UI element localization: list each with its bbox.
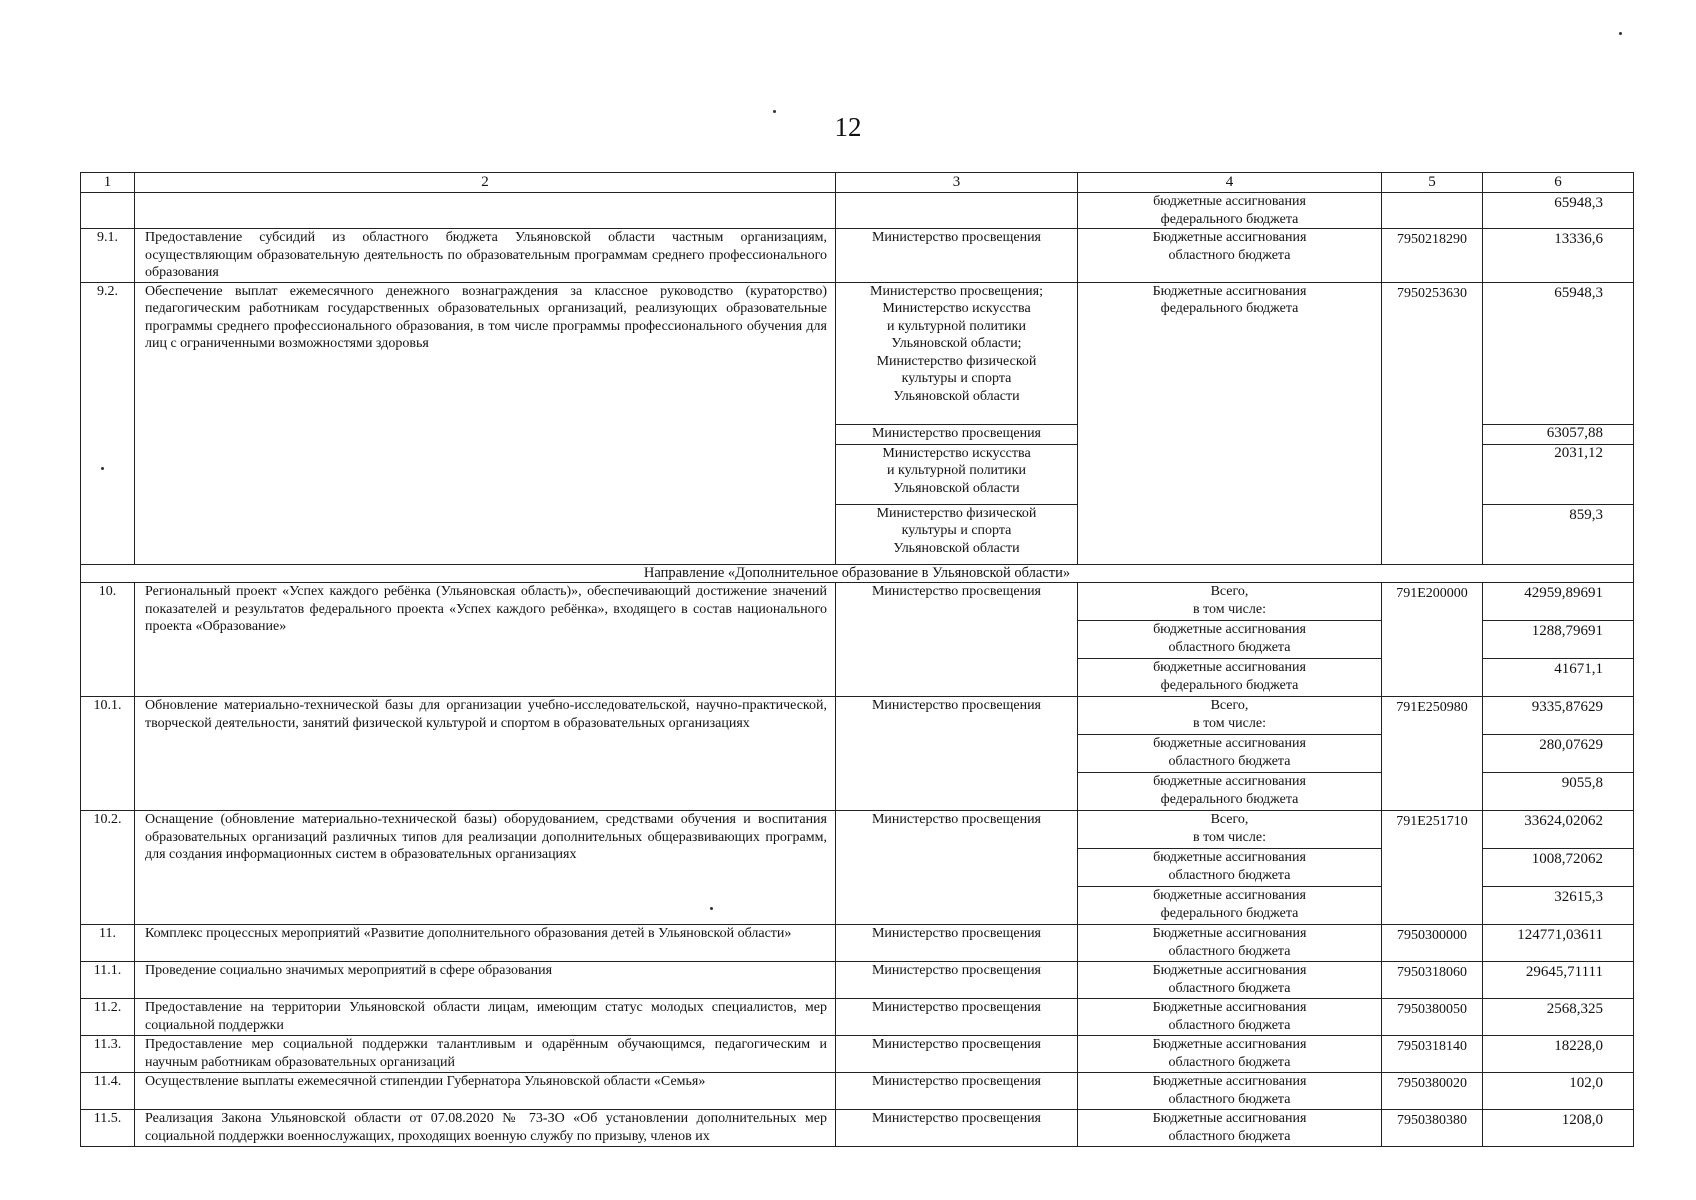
amount: 65948,3 xyxy=(1483,282,1634,424)
amount: 63057,88 xyxy=(1483,424,1634,444)
budget-code: 7950380050 xyxy=(1382,999,1483,1036)
measure-text: Проведение социально значимых мероприятий в сфере образования xyxy=(135,962,836,999)
row-number: 11.3. xyxy=(81,1036,135,1073)
executor: Министерство просвещения xyxy=(836,697,1078,811)
amount: 2568,325 xyxy=(1483,999,1634,1036)
amount: 41671,1 xyxy=(1483,659,1634,697)
column-number-row xyxy=(81,173,1634,193)
table-row xyxy=(81,282,1634,424)
executor: Министерство просвещения xyxy=(836,583,1078,697)
executor: Министерство просвещения xyxy=(836,1073,1078,1110)
col-header-3: 3 xyxy=(836,173,1078,193)
table-row xyxy=(81,811,1634,849)
table-row xyxy=(81,925,1634,962)
table-row xyxy=(81,697,1634,735)
col-header-5: 5 xyxy=(1382,173,1483,193)
budget-code: 7950300000 xyxy=(1382,925,1483,962)
row-number: 10.2. xyxy=(81,811,135,925)
funding-source: Бюджетные ассигнования областного бюджета xyxy=(1078,229,1382,283)
measure-text: Предоставление субсидий из областного бюджета Ульяновской области частным организациям, осуществляющим образовательную деятельность по образовательным программам среднего профессионального образования xyxy=(135,229,836,283)
executor: Министерство просвещения xyxy=(836,1110,1078,1147)
executor: Министерство физической культуры и спорта Ульяновской области xyxy=(836,504,1078,564)
executor: Министерство просвещения xyxy=(836,925,1078,962)
table-row xyxy=(81,1110,1634,1147)
funding-source: Бюджетные ассигнования областного бюджета xyxy=(1078,1110,1382,1147)
funding-source: бюджетные ассигнования федерального бюджета xyxy=(1078,193,1382,229)
row-number: 11.4. xyxy=(81,1073,135,1110)
budget-code: 7950380380 xyxy=(1382,1110,1483,1147)
amount: 102,0 xyxy=(1483,1073,1634,1110)
funding-source: бюджетные ассигнования федерального бюджета xyxy=(1078,659,1382,697)
executor: Министерство искусства и культурной политики Ульяновской области xyxy=(836,444,1078,504)
col-header-4: 4 xyxy=(1078,173,1382,193)
table-row xyxy=(81,1073,1634,1110)
measure-text: Предоставление мер социальной поддержки талантливым и одарённым обучающимся, педагогическим и научным работникам образовательных организаций xyxy=(135,1036,836,1073)
funding-source: Бюджетные ассигнования федерального бюджета xyxy=(1078,282,1382,564)
scan-speck xyxy=(1619,32,1622,35)
funding-source: бюджетные ассигнования областного бюджета xyxy=(1078,621,1382,659)
budget-code: 791E200000 xyxy=(1382,583,1483,697)
row-number: 9.2. xyxy=(81,282,135,564)
budget-code: 791E250980 xyxy=(1382,697,1483,811)
table-row xyxy=(81,1036,1634,1073)
funding-source: Бюджетные ассигнования областного бюджета xyxy=(1078,999,1382,1036)
measure-text: Осуществление выплаты ежемесячной стипендии Губернатора Ульяновской области «Семья» xyxy=(135,1073,836,1110)
executor: Министерство просвещения; Министерство искусства и культурной политики Ульяновской области; Министерство физической культуры и спорта Ульяновской области xyxy=(836,282,1078,424)
measure-text: Комплекс процессных мероприятий «Развитие дополнительного образования детей в Ульяновской области» xyxy=(135,925,836,962)
measure-text: Оснащение (обновление материально-технической базы) оборудованием, средствами обучения и воспитания образовательных организаций различных типов для реализации дополнительных общеразвивающих программ, для создания информационных систем в образовательных организациях xyxy=(135,811,836,925)
budget-code: 791E251710 xyxy=(1382,811,1483,925)
budget-code: 7950218290 xyxy=(1382,229,1483,283)
funding-source: бюджетные ассигнования федерального бюджета xyxy=(1078,773,1382,811)
row-number: 10. xyxy=(81,583,135,697)
funding-source: Бюджетные ассигнования областного бюджета xyxy=(1078,925,1382,962)
page-number: 12 xyxy=(834,112,862,142)
amount: 1208,0 xyxy=(1483,1110,1634,1147)
executor: Министерство просвещения xyxy=(836,424,1078,444)
row-number: 11. xyxy=(81,925,135,962)
row-number: 11.2. xyxy=(81,999,135,1036)
funding-source: Бюджетные ассигнования областного бюджета xyxy=(1078,962,1382,999)
row-number: 11.5. xyxy=(81,1110,135,1147)
budget-code: 7950380020 xyxy=(1382,1073,1483,1110)
budget-code: 7950253630 xyxy=(1382,282,1483,564)
amount: 32615,3 xyxy=(1483,887,1634,925)
row-number: 10.1. xyxy=(81,697,135,811)
amount: 65948,3 xyxy=(1483,193,1634,229)
table-row xyxy=(81,193,1634,229)
funding-total: Всего, в том числе: xyxy=(1078,811,1382,849)
amount: 124771,03611 xyxy=(1483,925,1634,962)
amount: 2031,12 xyxy=(1483,444,1634,504)
executor: Министерство просвещения xyxy=(836,1036,1078,1073)
measure-text: Региональный проект «Успех каждого ребёнка (Ульяновская область)», обеспечивающий достижение значений показателей и результатов федерального проекта «Успех каждого ребёнка», входящего в состав национального проекта «Образование» xyxy=(135,583,836,697)
amount: 280,07629 xyxy=(1483,735,1634,773)
table-row xyxy=(81,229,1634,283)
row-number: 9.1. xyxy=(81,229,135,283)
measure-text: Реализация Закона Ульяновской области от 07.08.2020 № 73-ЗО «Об установлении дополнительных мер социальной поддержки военнослужащих, проходящих военную службу по призыву, членов их xyxy=(135,1110,836,1147)
budget-code: 7950318140 xyxy=(1382,1036,1483,1073)
amount: 9335,87629 xyxy=(1483,697,1634,735)
amount: 1288,79691 xyxy=(1483,621,1634,659)
executor: Министерство просвещения xyxy=(836,811,1078,925)
row-number: 11.1. xyxy=(81,962,135,999)
measure-text: Обеспечение выплат ежемесячного денежного вознаграждения за классное руководство (кураторство) педагогическим работникам государственных образовательных организаций, реализующих образовательные программы среднего профессионального образования, в том числе программы профессионального обучения для лиц с ограниченными возможностями здоровья xyxy=(135,282,836,564)
section-title: Направление «Дополнительное образование в Ульяновской области» xyxy=(81,564,1634,583)
col-header-6: 6 xyxy=(1483,173,1634,193)
amount: 9055,8 xyxy=(1483,773,1634,811)
funding-total: Всего, в том числе: xyxy=(1078,583,1382,621)
budget-table xyxy=(80,172,1634,1147)
col-header-2: 2 xyxy=(135,173,836,193)
funding-source: Бюджетные ассигнования областного бюджета xyxy=(1078,1036,1382,1073)
amount: 33624,02062 xyxy=(1483,811,1634,849)
funding-source: бюджетные ассигнования областного бюджета xyxy=(1078,849,1382,887)
scan-speck xyxy=(101,467,104,470)
scan-speck xyxy=(710,907,713,910)
col-header-1: 1 xyxy=(81,173,135,193)
measure-text: Обновление материально-технической базы для организации учебно-исследовательской, научно-практической, творческой деятельности, занятий физической культурой и спортом в образовательных организациях xyxy=(135,697,836,811)
amount: 859,3 xyxy=(1483,504,1634,564)
funding-source: Бюджетные ассигнования областного бюджета xyxy=(1078,1073,1382,1110)
executor: Министерство просвещения xyxy=(836,229,1078,283)
table-row xyxy=(81,583,1634,621)
amount: 1008,72062 xyxy=(1483,849,1634,887)
funding-source: бюджетные ассигнования областного бюджета xyxy=(1078,735,1382,773)
section-row xyxy=(81,564,1634,583)
amount: 13336,6 xyxy=(1483,229,1634,283)
amount: 29645,71111 xyxy=(1483,962,1634,999)
amount: 18228,0 xyxy=(1483,1036,1634,1073)
amount: 42959,89691 xyxy=(1483,583,1634,621)
funding-source: бюджетные ассигнования федерального бюджета xyxy=(1078,887,1382,925)
executor: Министерство просвещения xyxy=(836,999,1078,1036)
executor: Министерство просвещения xyxy=(836,962,1078,999)
scan-speck xyxy=(773,110,776,113)
measure-text: Предоставление на территории Ульяновской области лицам, имеющим статус молодых специалистов, мер социальной поддержки xyxy=(135,999,836,1036)
funding-total: Всего, в том числе: xyxy=(1078,697,1382,735)
table-row xyxy=(81,999,1634,1036)
table-row xyxy=(81,962,1634,999)
budget-code: 7950318060 xyxy=(1382,962,1483,999)
